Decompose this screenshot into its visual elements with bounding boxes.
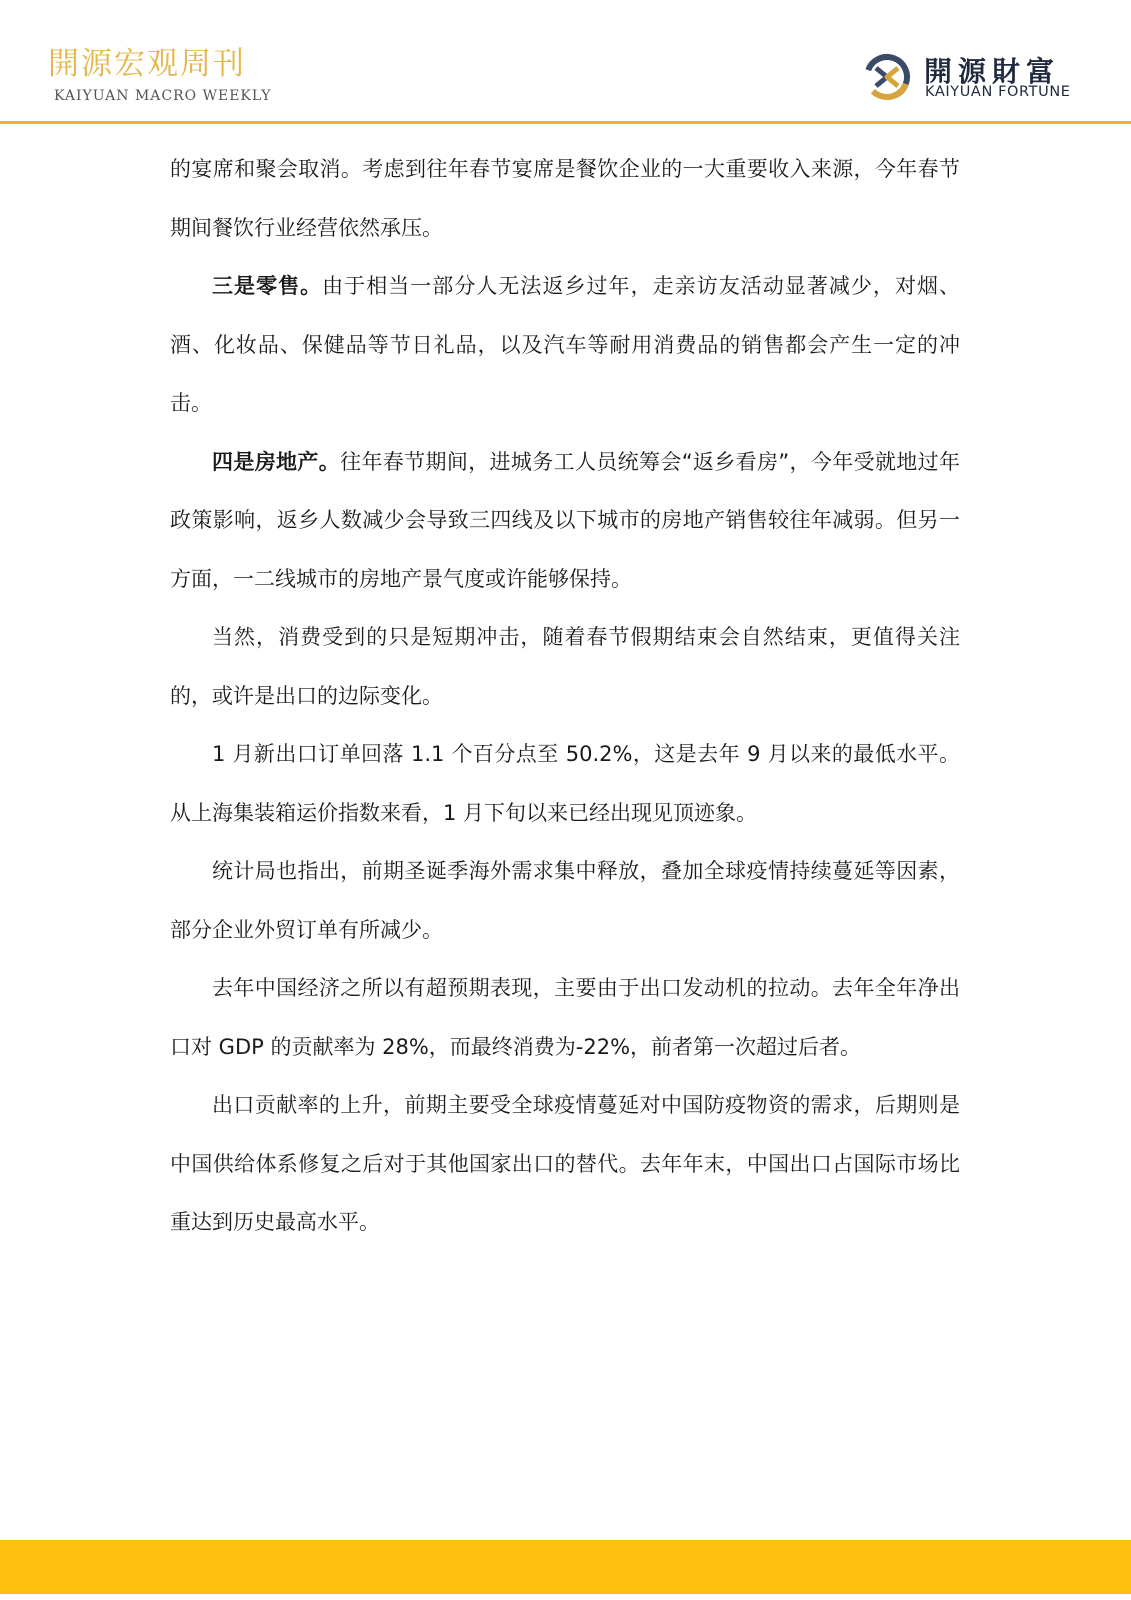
paragraph-text: 出口贡献率的上升，前期主要受全球疫情蔓延对中国防疫物资的需求，后期则是中国供给体系修复之后对于其他国家出口的替代。去年年末，中国出口占国际市场比重达到历史最高水平。 (170, 1093, 960, 1234)
paragraph-text: 由于相当一部分人无法返乡过年，走亲访友活动显著减少，对烟、酒、化妆品、保健品等节日礼品，以及汽车等耐用消费品的销售都会产生一定的冲击。 (170, 274, 961, 415)
paragraph-4 (170, 608, 960, 725)
paragraph-3 (170, 433, 960, 609)
article-body (170, 140, 960, 1252)
paragraph-text: 去年中国经济之所以有超预期表现，主要由于出口发动机的拉动。去年全年净出口对 GDP 的贡献率为 28%，而最终消费为-22%，前者第一次超过后者。 (170, 976, 960, 1059)
paragraph-text: 1 月新出口订单回落 1.1 个百分点至 50.2%，这是去年 9 月以来的最低水平。从上海集装箱运价指数来看，1 月下旬以来已经出现见顶迹象。 (170, 742, 960, 825)
paragraph-lead: 四是房地产。 (212, 449, 341, 474)
page-header (0, 0, 1131, 124)
publication-subtitle: KAIYUAN MACRO WEEKLY (54, 88, 272, 104)
paragraph-2 (170, 257, 960, 433)
paragraph-text: 往年春节期间，进城务工人员统筹会“返乡看房”，今年受就地过年政策影响，返乡人数减少会导致三四线及以下城市的房地产销售较往年减弱。但另一方面，一二线城市的房地产景气度或许能够保持。 (170, 449, 961, 591)
paragraph-8 (170, 1076, 960, 1252)
paragraph-text: 当然，消费受到的只是短期冲击，随着春节假期结束会自然结束，更值得关注的，或许是出口的边际变化。 (170, 625, 960, 708)
paragraph-5 (170, 725, 960, 842)
publication-title: 開源宏观周刊 (48, 46, 246, 82)
paragraph-7 (170, 959, 960, 1076)
paragraph-1 (170, 140, 960, 257)
paragraph-text: 统计局也指出，前期圣诞季海外需求集中释放，叠加全球疫情持续蔓延等因素，部分企业外贸订单有所减少。 (170, 859, 960, 942)
kaiyuan-logo-icon (862, 52, 912, 102)
logo-name-en: KAIYUAN FORTUNE (925, 84, 1071, 100)
company-logo (862, 52, 1098, 106)
paragraph-text: 的宴席和聚会取消。考虑到往年春节宴席是餐饮企业的一大重要收入来源，今年春节期间餐饮行业经营依然承压。 (170, 157, 960, 240)
logo-name-cn: 開源財富 (924, 55, 1061, 88)
paragraph-6 (170, 842, 960, 959)
footer-bar (0, 1540, 1131, 1594)
paragraph-lead: 三是零售。 (212, 274, 323, 298)
